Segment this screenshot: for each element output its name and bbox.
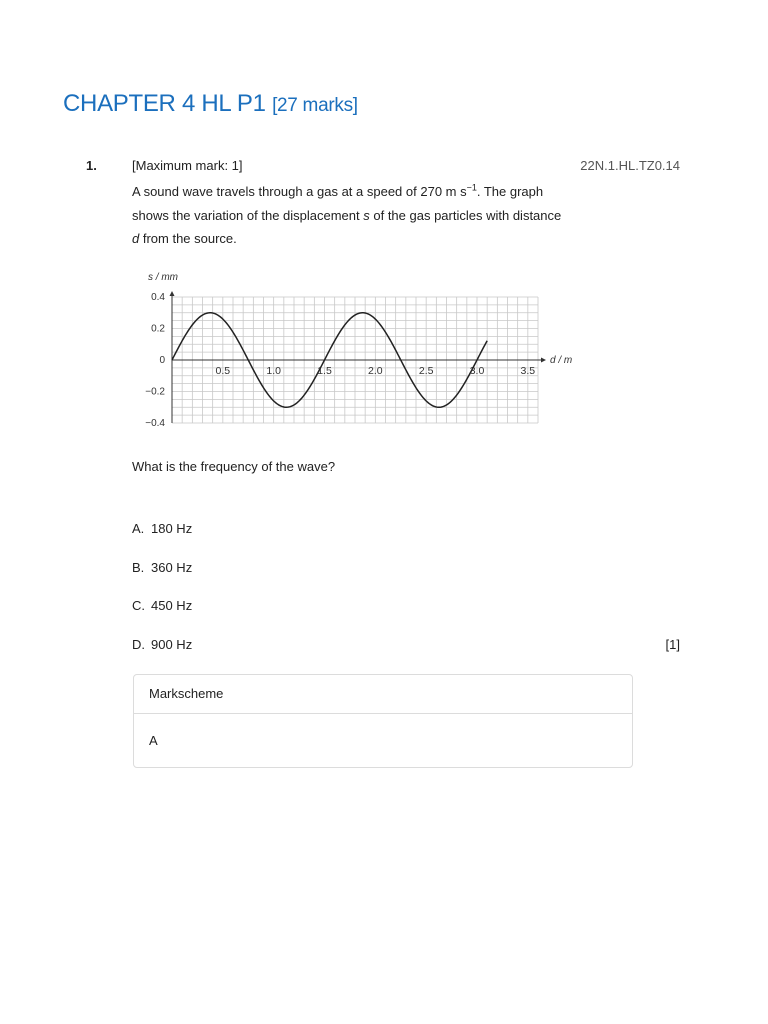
x-tick-label: 1.5 — [317, 365, 332, 377]
displacement-graph — [136, 266, 576, 436]
markscheme-panel[interactable] — [133, 674, 633, 768]
option-letter: C. — [132, 598, 145, 613]
max-mark: [Maximum mark: 1] — [132, 158, 243, 173]
question-text-part: of the gas particles with distance — [369, 207, 562, 223]
option-text: 900 Hz — [151, 637, 193, 652]
x-axis-label: d / m — [550, 355, 573, 366]
variable-s: s — [363, 207, 370, 223]
y-axis-arrow — [170, 291, 175, 296]
question-prompt: What is the frequency of the wave? — [132, 459, 336, 474]
option-c[interactable] — [132, 598, 192, 613]
option-text: 180 Hz — [151, 521, 193, 536]
chapter-title — [63, 90, 358, 118]
y-tick-label: 0.2 — [151, 323, 165, 335]
option-letter: B. — [132, 560, 145, 575]
option-text: 450 Hz — [151, 598, 193, 613]
x-axis-arrow — [541, 358, 546, 363]
y-axis-label: s / mm — [148, 272, 178, 283]
markscheme-header[interactable]: Markscheme — [134, 675, 632, 714]
x-tick-label: 3.0 — [469, 365, 485, 377]
y-tick-label: −0.4 — [145, 418, 165, 429]
question-text-part: A sound wave travels through a gas at a speed of 270 m s — [132, 184, 467, 199]
question-text — [132, 180, 572, 251]
total-marks: [27 marks] — [272, 95, 358, 116]
y-tick-label: 0.4 — [151, 292, 165, 303]
question-number: 1. — [86, 158, 97, 173]
question-code: 22N.1.HL.TZ0.14 — [580, 158, 680, 173]
option-text: 360 Hz — [151, 560, 193, 575]
option-letter: D. — [132, 637, 145, 652]
variable-d: d — [132, 231, 140, 246]
markscheme-answer: A — [149, 733, 158, 748]
question-text-part: from the source. — [139, 231, 237, 246]
question-text-part: . The graph shows the variation of the displacement — [132, 184, 544, 223]
option-a[interactable] — [132, 521, 192, 536]
option-d[interactable] — [132, 637, 192, 652]
option-b[interactable] — [132, 560, 192, 575]
chart-svg — [136, 266, 576, 436]
x-tick-label: 3.5 — [520, 365, 536, 377]
question-marks: [1] — [665, 637, 680, 652]
x-tick-label: 2.0 — [368, 365, 383, 377]
y-tick-label: 0 — [159, 355, 165, 366]
x-tick-label: 1.0 — [266, 365, 281, 377]
unit-exponent: −1 — [466, 182, 477, 193]
x-tick-label: 2.5 — [418, 365, 434, 377]
chapter-title-text: CHAPTER 4 HL P1 — [63, 90, 266, 117]
option-letter: A. — [132, 521, 145, 536]
x-tick-label: 0.5 — [215, 365, 231, 377]
y-tick-label: −0.2 — [145, 386, 165, 398]
